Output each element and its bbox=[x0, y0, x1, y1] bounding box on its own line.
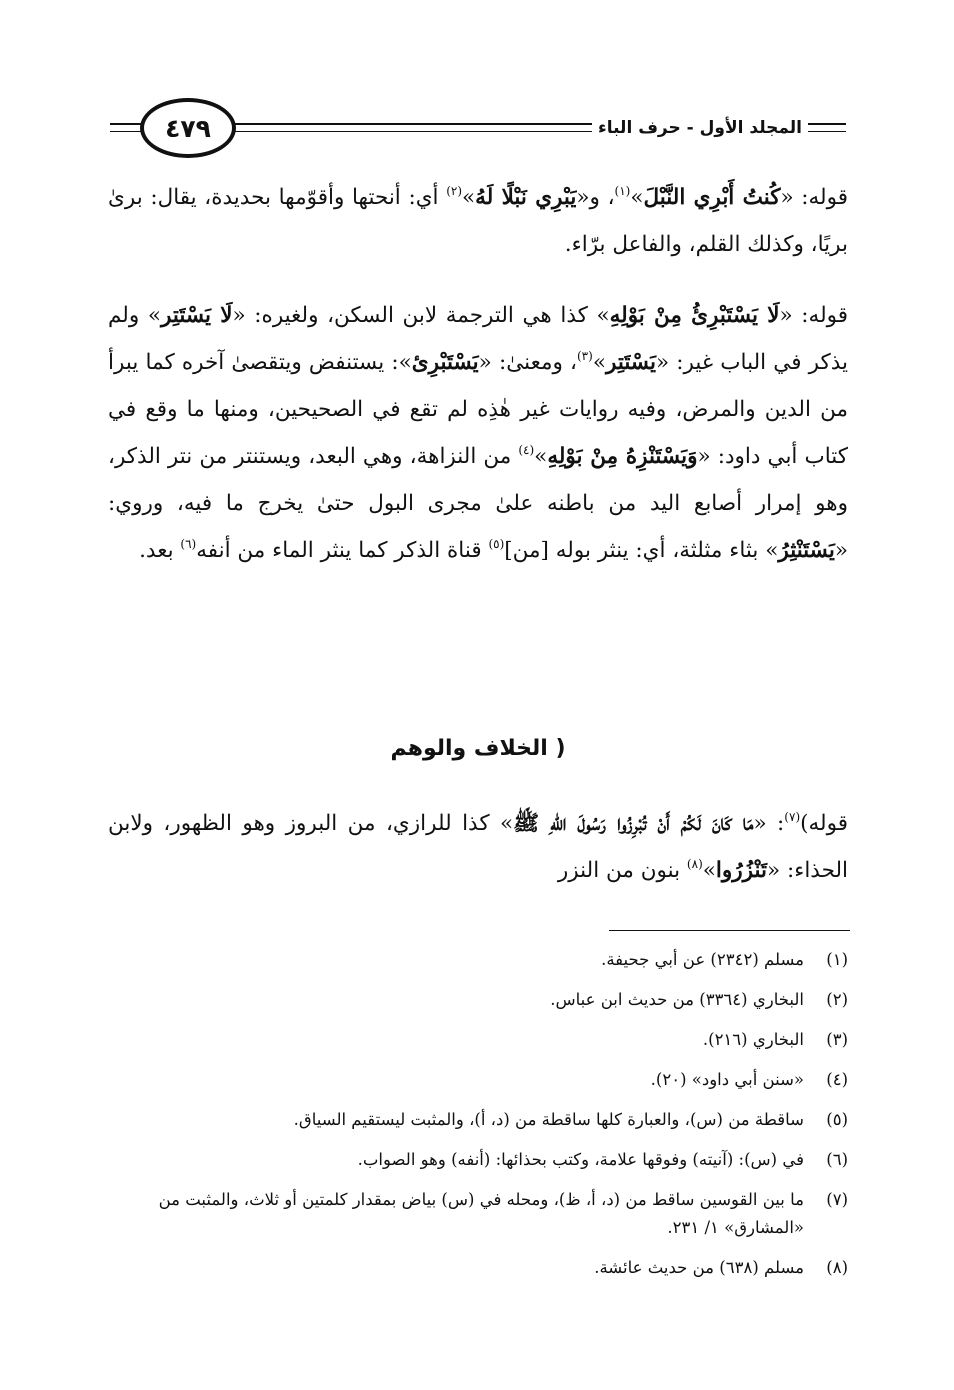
text-span: بعد. bbox=[139, 538, 181, 563]
footnote-ref[interactable]: (٢) bbox=[446, 184, 463, 198]
page-number-badge bbox=[140, 98, 236, 158]
text-span: أي: أنحتها وأقوّمها بحديدة، يقال: برىٰ بريًا، وكذلك القلم، والفاعل برّاء. bbox=[108, 185, 848, 257]
footnote-number: (٨) bbox=[826, 1258, 848, 1277]
footnote-item bbox=[108, 1186, 848, 1242]
footnote-text: مسلم (٦٣٨) من حديث عائشة. bbox=[594, 1258, 804, 1277]
text-span: قناة الذكر كما ينثر الماء من أنفه bbox=[196, 538, 489, 563]
paragraph-3 bbox=[108, 800, 848, 894]
footnote-number: (٦) bbox=[826, 1150, 848, 1169]
footnote-ref[interactable]: (٣) bbox=[576, 349, 593, 363]
text-span: قوله) bbox=[800, 811, 848, 836]
text-span: ، ومعنىٰ: « bbox=[478, 350, 577, 375]
text-span: قوله: « bbox=[779, 303, 849, 328]
footnote-item bbox=[108, 1146, 848, 1174]
text-span: » bbox=[534, 444, 548, 469]
page-number: ٤٧٩ bbox=[165, 113, 211, 143]
footnote-text: ما بين القوسين ساقط من (د، أ، ظ)، ومحله في (س) بياض بمقدار كلمتين أو ثلاث، والمثبت من «المشارق» ١/ ٢٣١. bbox=[158, 1190, 804, 1237]
text-span: » ولم يذكر في الباب غير: « bbox=[108, 303, 848, 375]
hadith-quote: لَا يَسْتَتِر bbox=[161, 303, 233, 328]
text-span: بنون من النزر bbox=[557, 858, 687, 883]
hadith-quote: كُنتُ أَبْرِي النَّبْلَ bbox=[643, 185, 781, 210]
text-span: قوله: « bbox=[780, 185, 848, 210]
hadith-quote: وَيَسْتَنْزِهُ مِنْ بَوْلِهِ bbox=[547, 444, 698, 469]
hadith-quote: مَا كَانَ لَكُمْ أَنْ تُبْرِزُوا رَسُولَ اللهِ ﷺ bbox=[513, 811, 754, 836]
text-span: » كذا للرازي، من البروز وهو الظهور، ولابن الحذاء: « bbox=[108, 811, 848, 883]
text-span: » بثاء مثلثة، أي: ينثر بوله [من] bbox=[504, 538, 779, 563]
text-span: » bbox=[462, 185, 476, 210]
footnote-ref[interactable]: (٤) bbox=[518, 443, 535, 457]
footnote-ref[interactable]: (٨) bbox=[686, 857, 703, 871]
text-span: من النزاهة، وهي البعد، ويستنتر من نتر الذكر، وهو إمرار أصابع اليد من باطنه علىٰ مجرى البول حتىٰ يخرج ما فيه، وروي: « bbox=[108, 444, 848, 563]
hadith-quote: يَبْرِي نَبْلًا لَهُ bbox=[475, 185, 577, 210]
footnote-text: البخاري (٢١٦). bbox=[702, 1030, 804, 1049]
paragraph-1 bbox=[108, 174, 848, 268]
footnote-number: (٥) bbox=[826, 1110, 848, 1129]
hadith-quote: تَنْزُرُوا bbox=[715, 858, 767, 883]
footnote-number: (١) bbox=[826, 950, 848, 969]
footnote-text: في (س): (آنيته) وفوقها علامة، وكتب بحذائها: (أنفه) وهو الصواب. bbox=[357, 1150, 804, 1169]
footnote-text: «سنن أبي داود» (٢٠). bbox=[650, 1070, 804, 1089]
footnote-ref[interactable]: (٧) bbox=[784, 810, 801, 824]
page-header bbox=[110, 98, 846, 162]
footnote-number: (٢) bbox=[826, 990, 848, 1009]
text-span: ، و« bbox=[576, 185, 615, 210]
text-span: » bbox=[592, 350, 606, 375]
footnote-text: مسلم (٢٣٤٢) عن أبي جحيفة. bbox=[601, 950, 804, 969]
footnote-text: البخاري (٣٣٦٤) من حديث ابن عباس. bbox=[550, 990, 804, 1009]
footnote-text: ساقطة من (س)، والعبارة كلها ساقطة من (د، أ)، والمثبت ليستقيم السياق. bbox=[293, 1110, 804, 1129]
text-span: » كذا هي الترجمة لابن السكن، ولغيره: « bbox=[232, 303, 610, 328]
footnote-number: (٣) bbox=[826, 1030, 848, 1049]
footnote-ref[interactable]: (١) bbox=[614, 184, 631, 198]
footnotes bbox=[108, 946, 848, 1294]
footnote-item bbox=[108, 1026, 848, 1054]
running-title: المجلد الأول - حرف الباء bbox=[592, 118, 808, 138]
footnote-item bbox=[108, 1254, 848, 1282]
footnote-item bbox=[108, 1066, 848, 1094]
footnote-number: (٤) bbox=[826, 1070, 848, 1089]
hadith-quote: يَسْتَتِر bbox=[605, 350, 656, 375]
text-span: » bbox=[702, 858, 716, 883]
footnote-item bbox=[108, 986, 848, 1014]
hadith-quote: يَسْتَنْثِرُ bbox=[778, 538, 835, 563]
text-span: » bbox=[630, 185, 644, 210]
footnote-ref[interactable]: (٦) bbox=[180, 537, 197, 551]
hadith-quote: يَسْتَبْرِئ bbox=[411, 350, 479, 375]
footnote-ref[interactable]: (٥) bbox=[488, 537, 505, 551]
footnote-separator bbox=[609, 930, 850, 931]
hadith-quote: لَا يَسْتَبْرِئُ مِنْ بَوْلِهِ bbox=[609, 303, 780, 328]
footnote-number: (٧) bbox=[826, 1190, 848, 1209]
footnote-item bbox=[108, 1106, 848, 1134]
paragraph-2 bbox=[108, 292, 848, 574]
text-span: »: يستنفض ويتقصىٰ آخره كما يبرأ من الدين والمرض، وفيه روايات غير هٰذِه لم تقع في الصحيحين، ومنها ما وقع في كتاب أبي داود: « bbox=[108, 350, 848, 469]
text-span: : « bbox=[753, 811, 785, 836]
footnote-item bbox=[108, 946, 848, 974]
section-heading: ( الخلاف والوهم bbox=[390, 736, 566, 761]
